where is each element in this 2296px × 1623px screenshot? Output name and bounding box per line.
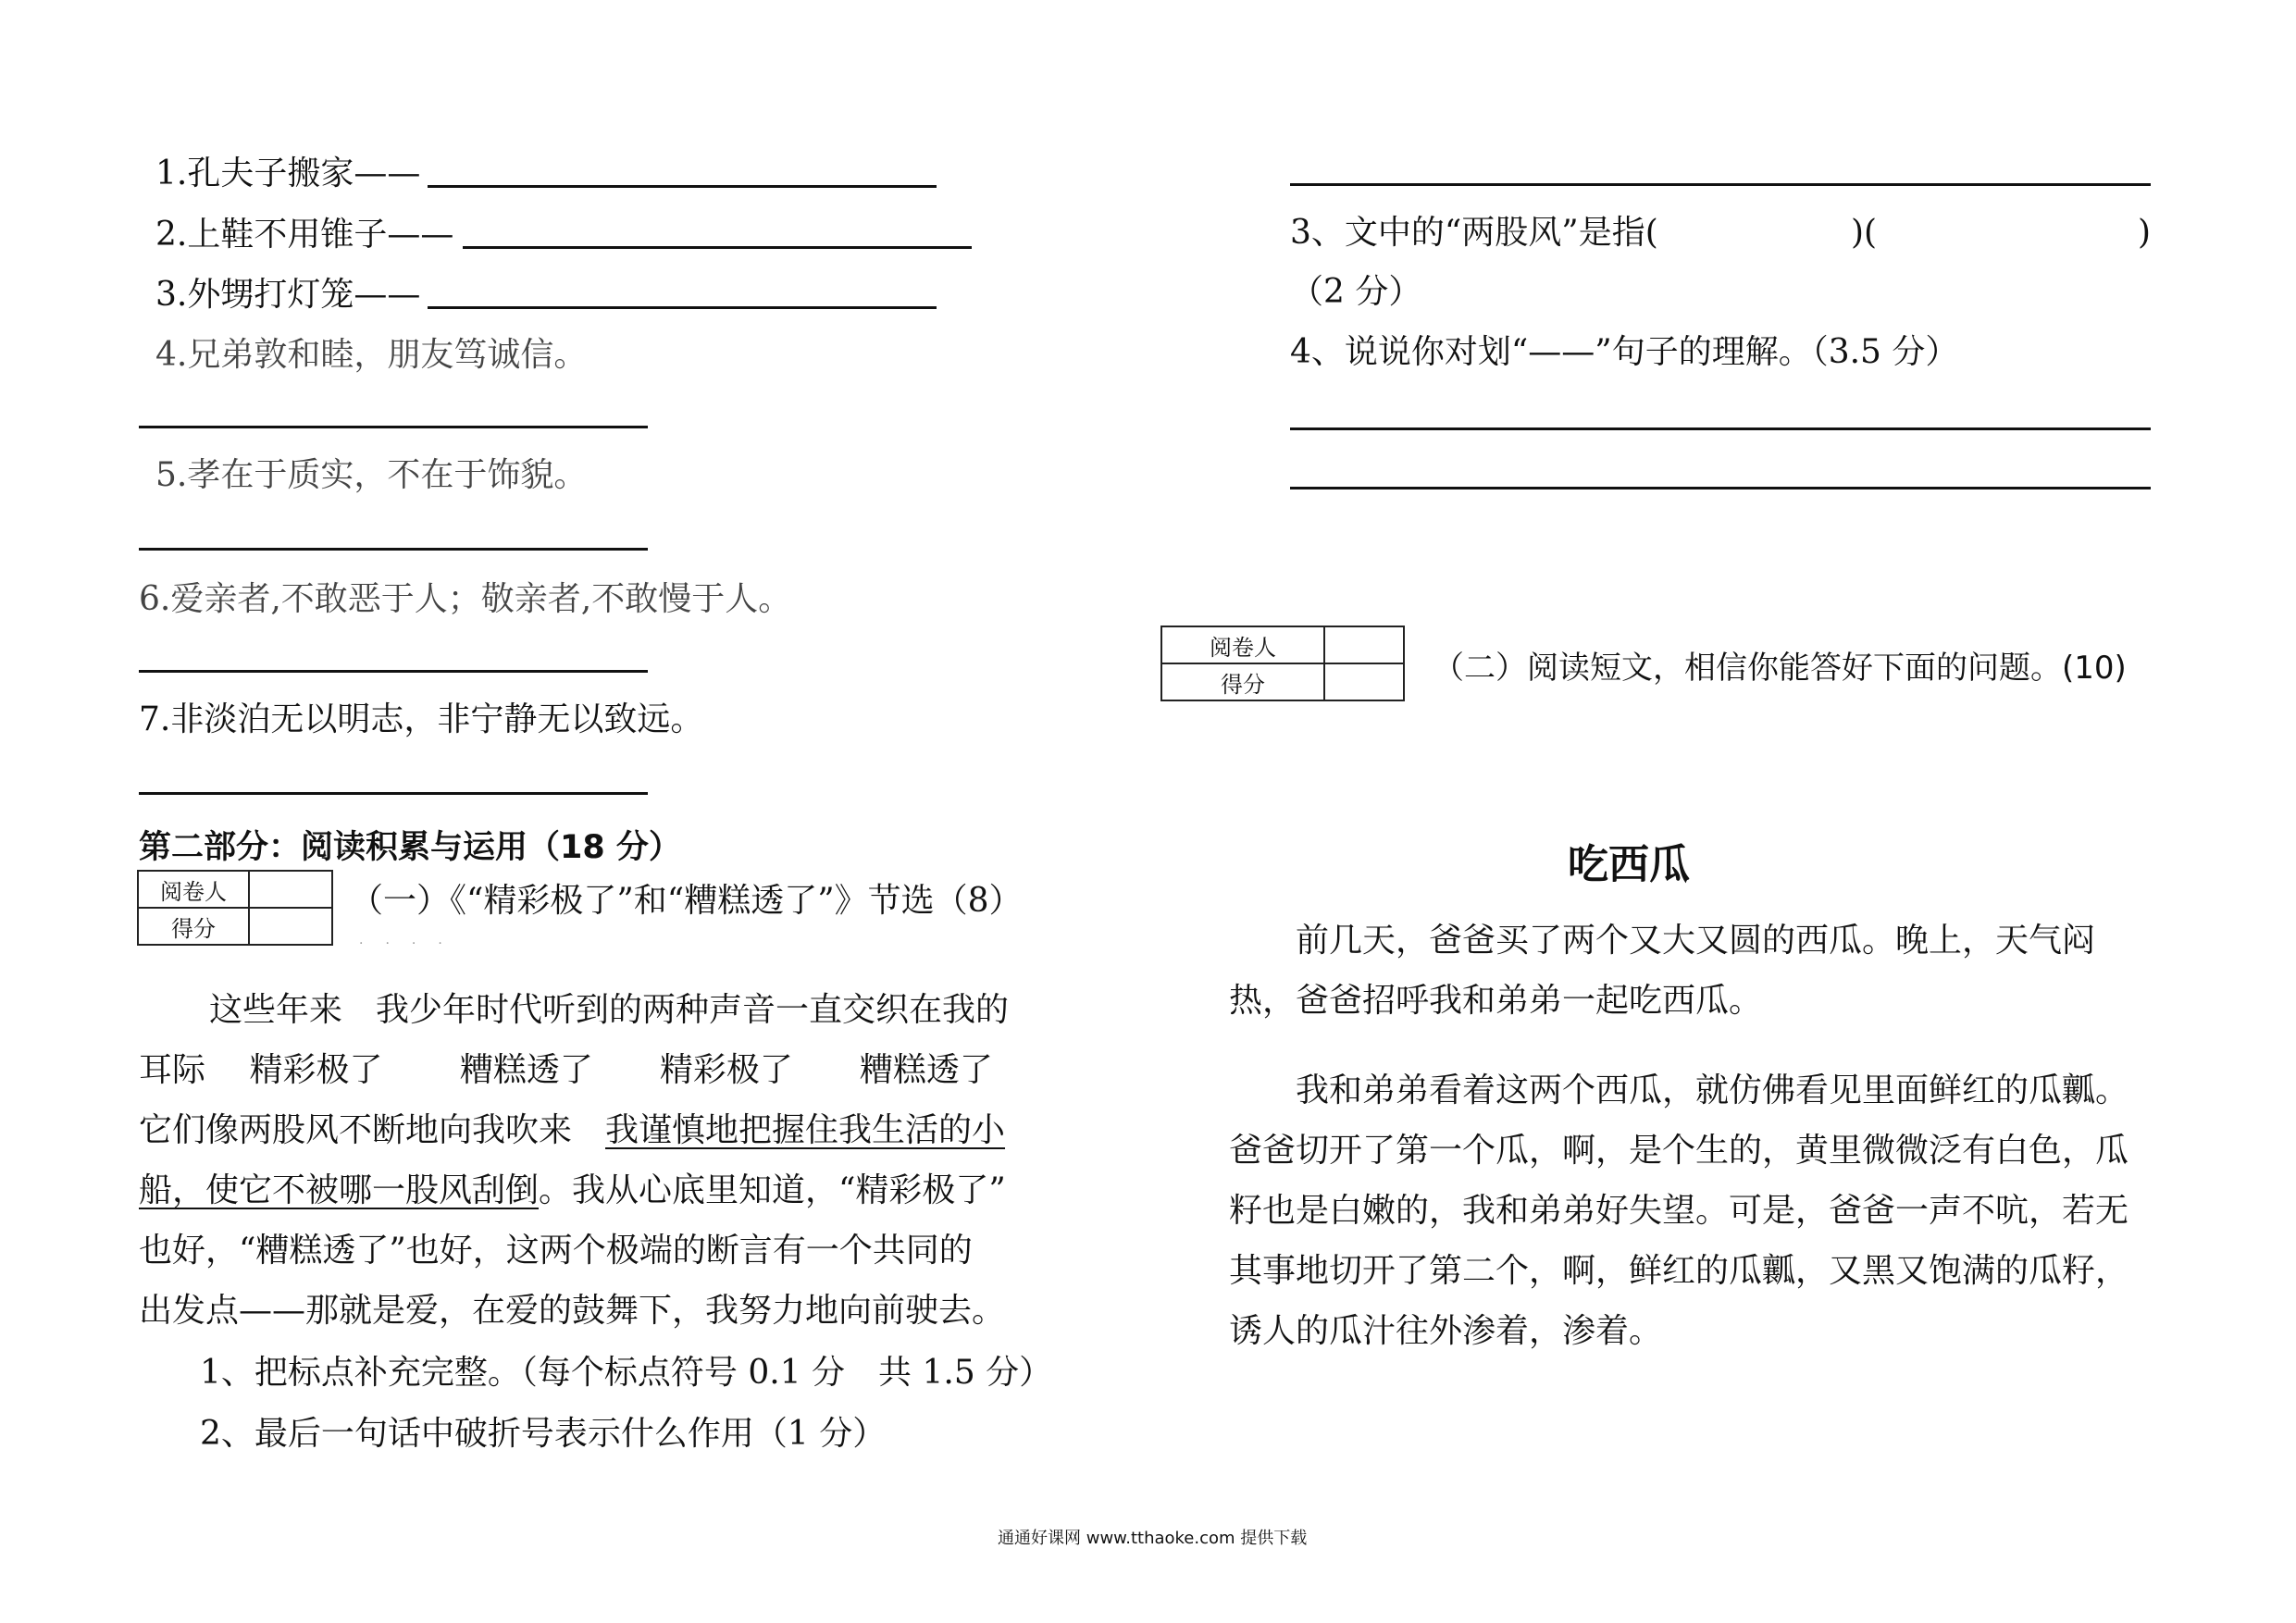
question-3-mid: )( bbox=[1851, 214, 1878, 252]
underlined-sentence: 船，使它不被哪一股风刮倒 bbox=[139, 1171, 540, 1209]
story-paragraph-1: 前几天，爸爸买了两个又大又圆的西瓜。晚上，天气闷热，爸爸招呼我和弟弟一起吃西瓜。 bbox=[1229, 922, 2096, 1020]
proverb-item-5: 5.孝在于质实，不在于饰貌。 bbox=[155, 456, 588, 494]
answer-line-6[interactable] bbox=[139, 670, 648, 673]
question-3-end: ) bbox=[2138, 214, 2152, 252]
part2-heading: 第二部分：阅读积累与运用（18 分） bbox=[139, 829, 681, 866]
passage-line: 耳际 精彩极了 糟糕透了 精彩极了 糟糕透了 bbox=[139, 1051, 993, 1089]
passage-line bbox=[139, 1171, 1006, 1209]
footer-watermark: 通通好课网 www.tthaoke.com 提供下载 bbox=[998, 1529, 1308, 1548]
question-4: 4、说说你对划“——”句子的理解。（3.5 分） bbox=[1290, 333, 1959, 371]
question-3-points: （2 分） bbox=[1290, 273, 1422, 311]
answer-line-1[interactable] bbox=[428, 185, 937, 188]
reviewer-cell[interactable] bbox=[1324, 626, 1404, 663]
proverb-item-7: 7.非淡泊无以明志，非宁静无以致远。 bbox=[139, 700, 704, 738]
idiom-item-1: 1.孔夫子搬家—— bbox=[155, 155, 421, 192]
score-cell[interactable] bbox=[1324, 663, 1404, 700]
question-3-start: 3、文中的“两股风”是指( bbox=[1290, 214, 1658, 252]
passage-text: 。我从心底里知道，“精彩极了” bbox=[539, 1171, 1006, 1209]
reviewer-label: 阅卷人 bbox=[138, 871, 249, 908]
answer-line-5[interactable] bbox=[139, 548, 648, 551]
section1-title: （一）《“精彩极了”和“糟糕透了”》节选（8） bbox=[350, 882, 1023, 920]
answer-line-7[interactable] bbox=[139, 792, 648, 795]
score-box-right bbox=[1160, 626, 1405, 701]
score-label: 得分 bbox=[138, 908, 249, 945]
answer-line-q4-2[interactable] bbox=[1290, 487, 2151, 489]
reviewer-label: 阅卷人 bbox=[1161, 626, 1324, 663]
question-2: 2、最后一句话中破折号表示什么作用（1 分） bbox=[200, 1415, 887, 1453]
score-label: 得分 bbox=[1161, 663, 1324, 700]
underlined-sentence: 我谨慎地把握住我生活的小 bbox=[605, 1111, 1006, 1149]
decorative-dots: ···· bbox=[359, 936, 465, 951]
passage-line: 也好，“糟糕透了”也好，这两个极端的断言有一个共同的 bbox=[139, 1232, 973, 1270]
answer-line-3[interactable] bbox=[428, 306, 937, 309]
question-1: 1、把标点补充完整。（每个标点符号 0.1 分 共 1.5 分） bbox=[200, 1354, 1053, 1392]
answer-line-4[interactable] bbox=[139, 426, 648, 428]
score-cell[interactable] bbox=[249, 908, 332, 945]
proverb-item-6: 6.爱亲者,不敢恶于人；敬亲者,不敢慢于人。 bbox=[139, 580, 792, 618]
answer-line-q4-1[interactable] bbox=[1290, 427, 2151, 430]
idiom-item-3: 3.外甥打灯笼—— bbox=[155, 276, 421, 314]
section2-title: （二）阅读短文，相信你能答好下面的问题。(10) bbox=[1433, 650, 2127, 687]
story-paragraph-2: 我和弟弟看着这两个西瓜，就仿佛看见里面鲜红的瓜瓤。爸爸切开了第一个瓜，啊，是个生的，黄里微微泛有白色，瓜籽也是白嫩的，我和弟弟好失望。可是，爸爸一声不吭，若无其事地切开了第二个，啊，鲜红的瓜瓤，又黑又饱满的瓜籽，诱人的瓜汁往外渗着，渗着。 bbox=[1229, 1072, 2129, 1350]
story-title: 吃西瓜 bbox=[1568, 841, 1690, 888]
idiom-item-2: 2.上鞋不用锥子—— bbox=[155, 216, 454, 254]
score-box-left bbox=[137, 870, 333, 946]
passage-line bbox=[139, 1111, 1006, 1149]
passage-line: 出发点——那就是爱，在爱的鼓舞下，我努力地向前驶去。 bbox=[139, 1292, 1006, 1330]
reviewer-cell[interactable] bbox=[249, 871, 332, 908]
answer-line-top[interactable] bbox=[1290, 183, 2151, 186]
passage-text: 它们像两股风不断地向我吹来 bbox=[139, 1111, 606, 1149]
proverb-item-4: 4.兄弟敦和睦，朋友笃诚信。 bbox=[155, 336, 588, 374]
answer-line-2[interactable] bbox=[463, 246, 972, 249]
passage-line: 这些年来 我少年时代听到的两种声音一直交织在我的 bbox=[209, 991, 1010, 1029]
